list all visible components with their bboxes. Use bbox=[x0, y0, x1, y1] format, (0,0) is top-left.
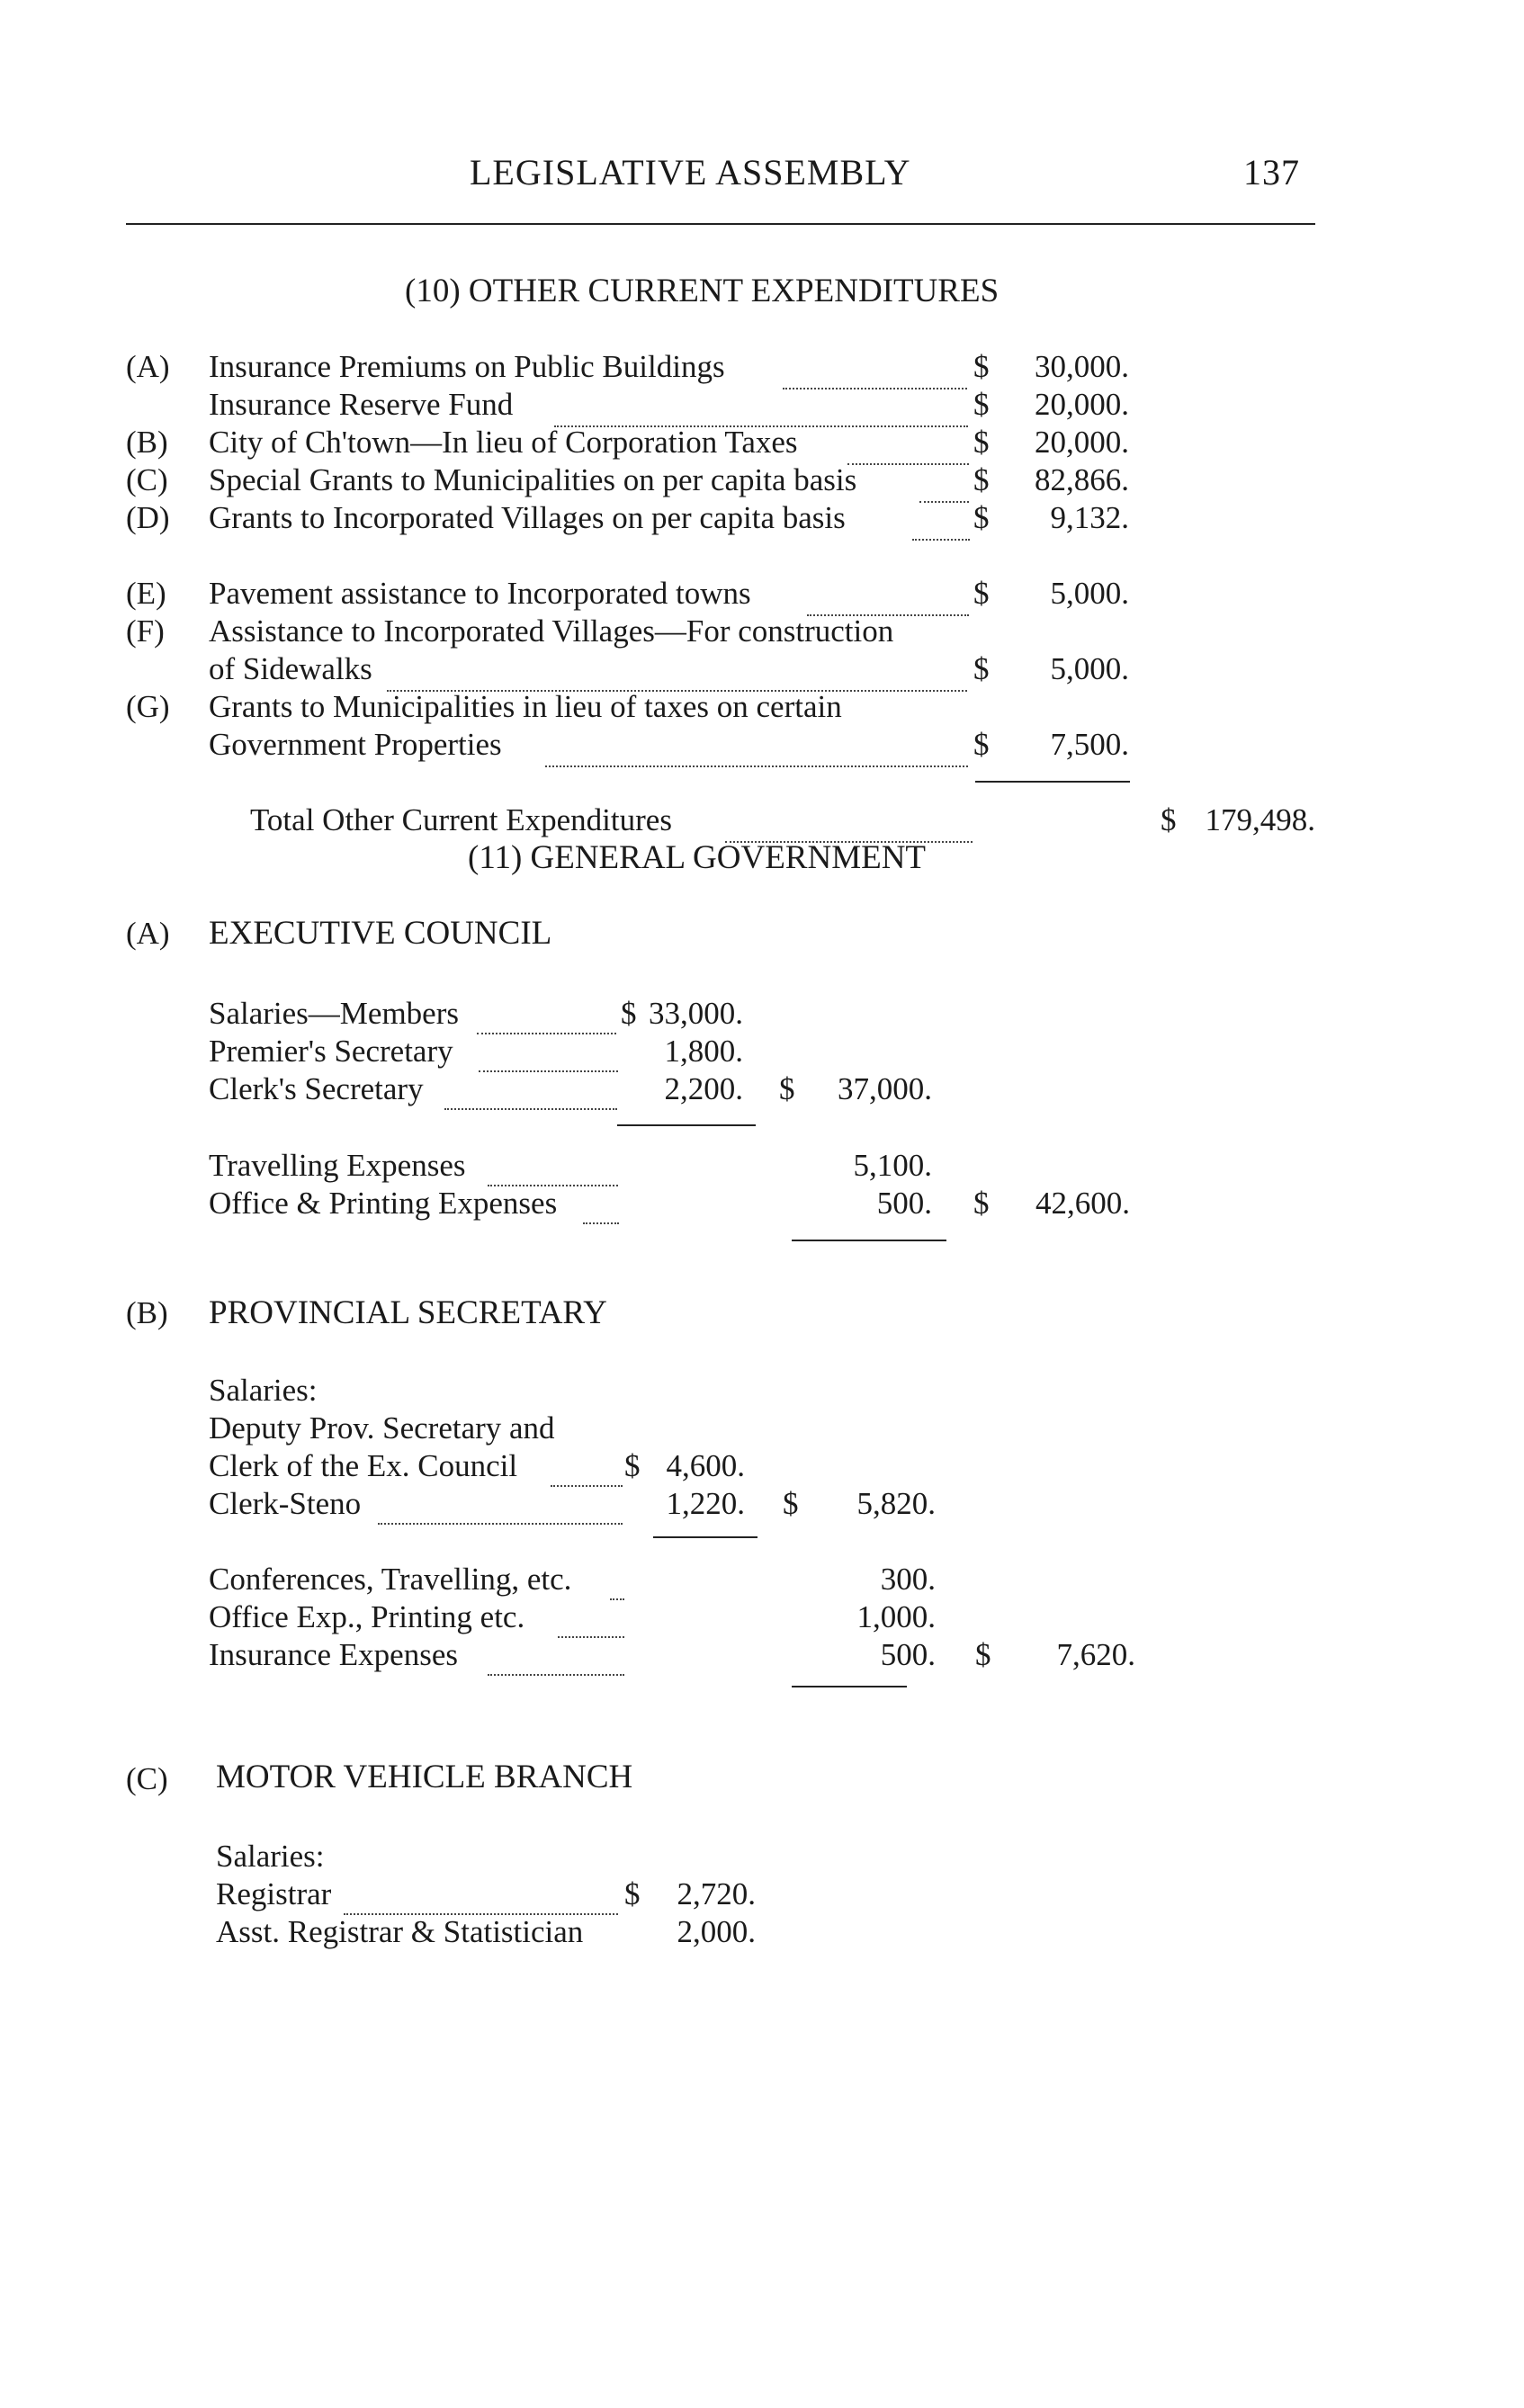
item-amount: 9,132. bbox=[1050, 500, 1129, 535]
item-label: (C) bbox=[126, 462, 168, 497]
section-11-title: (11) GENERAL GOVERNMENT bbox=[468, 839, 927, 876]
item-amount: 5,000. bbox=[1050, 576, 1129, 611]
provsec-row-currency: $ bbox=[624, 1448, 641, 1483]
item-currency: $ bbox=[973, 651, 990, 686]
motor-row-currency: $ bbox=[624, 1876, 641, 1911]
dot-leader bbox=[543, 756, 971, 772]
item-currency: $ bbox=[973, 387, 990, 422]
provsec-row-amount: 1,220. bbox=[666, 1486, 745, 1521]
exec-expense-text: Travelling Expenses bbox=[209, 1148, 466, 1183]
exec-row-amount: 2,200. bbox=[664, 1071, 743, 1106]
provsec-row-amount: 4,600. bbox=[666, 1448, 745, 1483]
provsec-row-text: Deputy Prov. Secretary and bbox=[209, 1410, 555, 1446]
provsec-row-text: Clerk-Steno bbox=[209, 1486, 362, 1521]
dot-leader bbox=[556, 1626, 626, 1643]
running-header-title: LEGISLATIVE ASSEMBLY bbox=[470, 152, 911, 192]
dot-leader bbox=[581, 1213, 621, 1229]
subtotal-rule bbox=[975, 781, 1130, 783]
item-amount: 5,000. bbox=[1050, 651, 1129, 686]
exec-expense-amount: 5,100. bbox=[853, 1148, 932, 1183]
item-currency: $ bbox=[973, 349, 990, 384]
header-rule bbox=[126, 223, 1315, 225]
provsec-salaries-rule bbox=[653, 1536, 758, 1538]
section-10-title: (10) OTHER CURRENT EXPENDITURES bbox=[405, 273, 1000, 309]
item-amount: 20,000. bbox=[1035, 387, 1129, 422]
item-text: of Sidewalks bbox=[209, 651, 372, 686]
exec-title: EXECUTIVE COUNCIL bbox=[209, 915, 552, 952]
exec-subtotal: 37,000. bbox=[838, 1071, 932, 1106]
total-amount: 179,498. bbox=[1205, 802, 1315, 837]
item-label: (B) bbox=[126, 425, 168, 460]
item-text: City of Ch'town—In lieu of Corporation Taxes bbox=[209, 425, 798, 460]
exec-row-text: Clerk's Secretary bbox=[209, 1071, 424, 1106]
item-amount: 30,000. bbox=[1035, 349, 1129, 384]
provsec-subtotal: 5,820. bbox=[856, 1486, 936, 1521]
dot-leader bbox=[781, 378, 970, 394]
provsec-subtotal-currency: $ bbox=[783, 1486, 799, 1521]
exec-row-amount: 33,000. bbox=[649, 996, 743, 1031]
page-number: 137 bbox=[1243, 152, 1300, 192]
motor-row-text: Registrar bbox=[216, 1876, 332, 1911]
dot-leader bbox=[376, 1513, 624, 1529]
exec-row-currency: $ bbox=[621, 996, 637, 1031]
item-text: Grants to Municipalities in lieu of taxes on certain bbox=[209, 689, 842, 724]
provsec-salaries-label: Salaries: bbox=[209, 1373, 318, 1408]
dot-leader bbox=[549, 1475, 624, 1491]
item-label: (E) bbox=[126, 576, 166, 611]
motor-salaries-label: Salaries: bbox=[216, 1839, 325, 1874]
exec-row-text: Premier's Secretary bbox=[209, 1034, 453, 1069]
provsec-row-text: Clerk of the Ex. Council bbox=[209, 1448, 518, 1483]
exec-expense-text: Office & Printing Expenses bbox=[209, 1186, 558, 1221]
provsec-expense-text: Office Exp., Printing etc. bbox=[209, 1599, 525, 1634]
dot-leader bbox=[443, 1098, 621, 1114]
item-text: Insurance Premiums on Public Buildings bbox=[209, 349, 725, 384]
provsec-total: 7,620. bbox=[1056, 1637, 1135, 1672]
item-amount: 7,500. bbox=[1050, 727, 1129, 762]
dot-leader bbox=[846, 453, 972, 470]
exec-row-text: Salaries—Members bbox=[209, 996, 459, 1031]
provsec-expense-amount: 1,000. bbox=[856, 1599, 936, 1634]
motor-title: MOTOR VEHICLE BRANCH bbox=[216, 1759, 633, 1795]
dot-leader bbox=[486, 1664, 626, 1680]
item-currency: $ bbox=[973, 727, 990, 762]
item-label: (F) bbox=[126, 613, 165, 649]
item-text: Pavement assistance to Incorporated towns bbox=[209, 576, 751, 611]
provsec-label: (B) bbox=[126, 1295, 168, 1330]
exec-subtotal-currency: $ bbox=[779, 1071, 795, 1106]
total-currency: $ bbox=[1161, 802, 1177, 837]
item-label: (D) bbox=[126, 500, 170, 535]
exec-row-amount: 1,800. bbox=[664, 1034, 743, 1069]
provsec-title: PROVINCIAL SECRETARY bbox=[209, 1294, 607, 1331]
item-amount: 82,866. bbox=[1035, 462, 1129, 497]
dot-leader bbox=[475, 1023, 619, 1039]
item-currency: $ bbox=[973, 462, 990, 497]
dot-leader bbox=[477, 1061, 621, 1077]
motor-label: (C) bbox=[126, 1761, 168, 1796]
item-text: Special Grants to Municipalities on per capita basis bbox=[209, 462, 857, 497]
exec-salaries-rule bbox=[617, 1124, 756, 1126]
motor-row-amount: 2,720. bbox=[677, 1876, 756, 1911]
exec-expense-amount: 500. bbox=[876, 1186, 932, 1221]
item-label: (G) bbox=[126, 689, 170, 724]
item-currency: $ bbox=[973, 425, 990, 460]
item-currency: $ bbox=[973, 576, 990, 611]
motor-row-text: Asst. Registrar & Statistician bbox=[216, 1914, 584, 1949]
item-label: (A) bbox=[126, 349, 170, 384]
exec-total: 42,600. bbox=[1035, 1186, 1130, 1221]
item-text: Grants to Incorporated Villages on per capita basis bbox=[209, 500, 846, 535]
item-amount: 20,000. bbox=[1035, 425, 1129, 460]
item-text: Government Properties bbox=[209, 727, 502, 762]
item-text: Assistance to Incorporated Villages—For construction bbox=[209, 613, 894, 649]
item-currency: $ bbox=[973, 500, 990, 535]
provsec-expenses-rule bbox=[792, 1686, 907, 1687]
exec-total-currency: $ bbox=[973, 1186, 990, 1221]
provsec-expense-text: Conferences, Travelling, etc. bbox=[209, 1562, 572, 1597]
dot-leader bbox=[910, 529, 972, 545]
provsec-expense-text: Insurance Expenses bbox=[209, 1637, 458, 1672]
provsec-expense-amount: 300. bbox=[880, 1562, 936, 1597]
exec-expenses-rule bbox=[792, 1240, 946, 1241]
provsec-expense-amount: 500. bbox=[880, 1637, 936, 1672]
motor-row-amount: 2,000. bbox=[677, 1914, 756, 1949]
dot-leader bbox=[608, 1589, 626, 1605]
dot-leader bbox=[918, 491, 972, 507]
total-label: Total Other Current Expenditures bbox=[250, 802, 672, 837]
item-text: Insurance Reserve Fund bbox=[209, 387, 514, 422]
provsec-total-currency: $ bbox=[975, 1637, 991, 1672]
exec-label: (A) bbox=[126, 916, 170, 951]
